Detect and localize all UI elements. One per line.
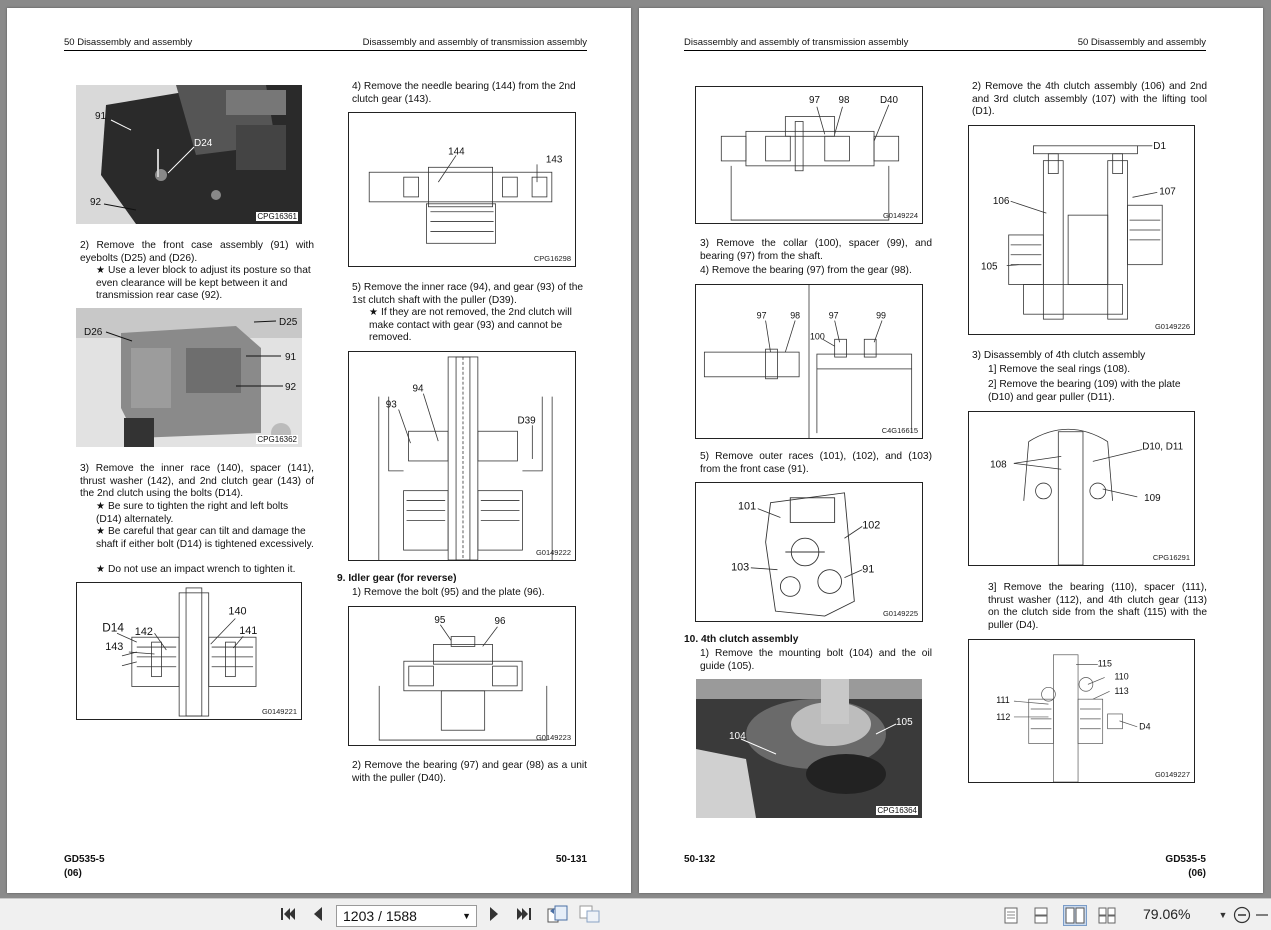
footer-model: GD535-5 [1165, 854, 1206, 865]
fig2-label: 91 [285, 352, 297, 363]
page-compare-icon[interactable] [578, 904, 602, 924]
substep-text: 3] Remove the bearing (110), spacer (111), thrust washer (112), and 4th clutch gear (113) on the clutch side from the shaft (115) with the puller (D4). [988, 582, 1207, 631]
figure-caption: G0149225 [882, 609, 918, 618]
note-text: ★ Do not use an impact wrench to tighten it. [96, 564, 296, 575]
step-text: 5) Remove the inner race (94), and gear (93) of the 1st clutch shaft with the puller (D39). [352, 282, 584, 306]
figure-caption: G0149227 [1154, 770, 1190, 779]
diagram-seal-rings-puller [968, 411, 1195, 566]
first-page-icon[interactable] [278, 904, 298, 924]
fig5-label: 93 [385, 399, 397, 411]
fig13-label: 110 [1114, 671, 1129, 682]
fig3-label: 140 [228, 605, 247, 618]
fig5-label: 94 [412, 383, 424, 395]
fig11-label: 106 [992, 196, 1010, 208]
footer-page-number: 50-131 [555, 854, 587, 865]
fig6-label: 95 [434, 614, 446, 626]
footer-model: GD535-5 [64, 854, 105, 865]
star-icon: ★ [96, 564, 105, 575]
footer-revision: (06) [64, 868, 82, 879]
step-text: 3) Disassembly of 4th clutch assembly [972, 350, 1146, 361]
fig9-label: 103 [731, 561, 750, 574]
fig13-label: 111 [996, 695, 1010, 706]
note-text: ★ Use a lever block to adjust its posture so that even clearance will be kept between it and transmission rear case (92). [96, 265, 311, 302]
last-page-icon[interactable] [514, 904, 534, 924]
fig13-label: 115 [1097, 658, 1112, 669]
fig3-label: D14 [102, 620, 124, 635]
fig8-label: 100 [809, 331, 825, 342]
fig5-label: D39 [517, 415, 536, 427]
fig7-label: 97 [809, 94, 820, 106]
step-text: 2) Remove the front case assembly (91) with eyebolts (D25) and (D26). [80, 240, 314, 264]
note-text: ★ Be careful that gear can tilt and damage the shaft if either bolt (D14) is tightened excessively. [96, 526, 314, 550]
fig9-label: 91 [862, 563, 875, 576]
fig7-label: 98 [838, 94, 850, 106]
page-number-input[interactable]: 1203 / 1588 ▼ [336, 905, 477, 927]
zoom-in-icon[interactable] [1256, 905, 1271, 925]
figure-caption: G0149224 [882, 211, 918, 220]
fig8-label: 97 [756, 310, 767, 321]
page-header-left: 50 Disassembly and assembly [64, 37, 193, 48]
header-rule [64, 50, 587, 51]
two-page-icon[interactable] [1063, 905, 1087, 926]
page-header-left: Disassembly and assembly of transmission assembly [684, 37, 909, 48]
fig8-label: 97 [828, 310, 839, 321]
diagram-4th-clutch-lifting [968, 125, 1195, 335]
step-text: 3) Remove the collar (100), spacer (99), and bearing (97) from the shaft. [700, 238, 932, 262]
footer-revision: (06) [1188, 868, 1206, 879]
fig12-label: D10, D11 [1142, 441, 1184, 453]
note-text: ★ Be sure to tighten the right and left bolts (D14) alternately. [96, 501, 289, 525]
step-text: 2) Remove the bearing (97) and gear (98) as a unit with the puller (D40). [352, 760, 587, 784]
step-text: 2) Remove the 4th clutch assembly (106) and 2nd and 3rd clutch assembly (107) with the lifting tool (D1). [972, 81, 1207, 118]
fig11-label: D1 [1153, 140, 1166, 152]
fig2-label: 92 [285, 382, 297, 393]
section-heading: 9. Idler gear (for reverse) [337, 573, 457, 584]
fig13-label: 112 [996, 711, 1011, 722]
figure-caption: G0149221 [261, 707, 297, 716]
step-text: 3) Remove the inner race (140), spacer (141), thrust washer (142), and 2nd clutch gear (143) of the 2nd clutch using the bolts (D14). [80, 463, 314, 500]
diagram-collar-spacer [695, 284, 923, 439]
step-text: 5) Remove outer races (101), (102), and (103) from the front case (91). [700, 451, 932, 475]
diagram-4th-clutch-gear-puller [968, 639, 1195, 783]
single-page-icon[interactable] [1003, 907, 1019, 924]
star-icon: ★ [96, 265, 105, 276]
fig3-label: 143 [105, 641, 124, 654]
fig1-label: 91 [95, 111, 107, 122]
fig4-label: 144 [448, 146, 465, 158]
diagram-idler-puller [695, 86, 923, 224]
page-header-right: 50 Disassembly and assembly [1077, 37, 1206, 48]
zoom-out-icon[interactable] [1232, 905, 1252, 925]
footer-page-number: 50-132 [684, 854, 716, 865]
diagram-2nd-clutch-removal [76, 582, 302, 720]
fig11-label: 105 [980, 261, 998, 273]
page-thumbnail-icon[interactable] [546, 904, 570, 924]
fig8-label: 98 [790, 310, 801, 321]
header-rule [684, 50, 1206, 51]
substep-text: 1] Remove the seal rings (108). [988, 364, 1131, 375]
zoom-dropdown-icon[interactable]: ▼ [1218, 910, 1228, 920]
right-page [639, 8, 1263, 893]
fig4-label: 143 [545, 154, 563, 166]
step-text: 1) Remove the bolt (95) and the plate (96). [352, 587, 545, 598]
diagram-inner-race-puller [348, 351, 576, 561]
prev-page-icon[interactable] [308, 904, 328, 924]
photo-front-case-eyebolt [76, 85, 302, 224]
fig1-label: D24 [194, 138, 213, 149]
fig12-label: 109 [1144, 492, 1161, 504]
note-text: ★ If they are not removed, the 2nd clutch will make contact with gear (93) and cannot be removed. [369, 307, 572, 344]
left-page [7, 8, 631, 893]
step-text: 4) Remove the bearing (97) from the gear (98). [700, 265, 912, 276]
fig9-label: 101 [738, 500, 757, 513]
continuous-page-icon[interactable] [1033, 907, 1049, 924]
fig10-label: 104 [729, 731, 746, 742]
substep-text: 2] Remove the bearing (109) with the plate (D10) and gear puller (D11). [988, 379, 1181, 403]
fig10-label: 105 [896, 717, 913, 728]
two-page-continuous-icon[interactable] [1097, 907, 1117, 924]
fig2-label: D26 [84, 327, 103, 338]
diagram-idler-gear-bolt [348, 606, 576, 746]
fig13-label: 113 [1114, 686, 1129, 697]
next-page-icon[interactable] [484, 904, 504, 924]
star-icon: ★ [369, 307, 378, 318]
figure-caption: CPG16291 [1152, 553, 1190, 562]
figure-caption: C4G16615 [881, 426, 918, 435]
figure-caption: G0149223 [535, 733, 571, 742]
photo-front-case-assembly [76, 308, 302, 447]
fig13-label: D4 [1139, 721, 1151, 732]
page-header-right: Disassembly and assembly of transmission assembly [362, 37, 587, 48]
fig2-label: D25 [279, 317, 298, 328]
photo-oil-guide [696, 679, 922, 818]
star-icon: ★ [96, 526, 105, 537]
diagram-needle-bearing [348, 112, 576, 267]
fig6-label: 96 [494, 615, 506, 627]
page-dropdown-icon[interactable]: ▼ [462, 911, 471, 921]
step-text: 1) Remove the mounting bolt (104) and the oil guide (105). [700, 648, 932, 672]
figure-caption: G0149226 [1154, 322, 1190, 331]
fig7-label: D40 [879, 94, 899, 106]
fig3-label: 141 [239, 625, 258, 638]
section-heading: 10. 4th clutch assembly [684, 634, 799, 645]
fig9-label: 102 [862, 519, 881, 532]
figure-caption: CPG16361 [257, 212, 297, 221]
fig1-label: 92 [90, 197, 102, 208]
fig3-label: 142 [134, 626, 153, 639]
zoom-level[interactable]: 79.06% [1143, 906, 1191, 922]
figure-caption: CPG16362 [257, 435, 297, 444]
fig11-label: 107 [1159, 186, 1176, 198]
figure-caption: CPG16364 [877, 806, 917, 815]
diagram-front-case-races [695, 482, 923, 622]
figure-caption: CPG16298 [533, 254, 571, 263]
fig8-label: 99 [876, 310, 886, 321]
figure-caption: G0149222 [535, 548, 571, 557]
fig12-label: 108 [990, 459, 1007, 471]
step-text: 4) Remove the needle bearing (144) from the 2nd clutch gear (143). [352, 81, 576, 105]
star-icon: ★ [96, 501, 105, 512]
